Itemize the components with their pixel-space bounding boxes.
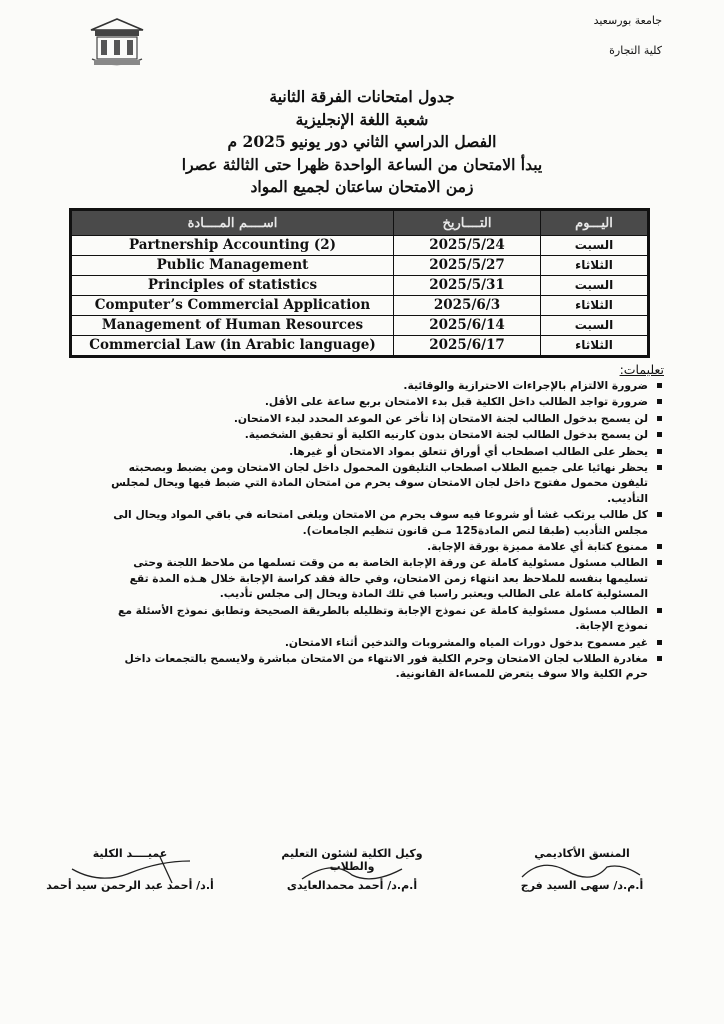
bullet-icon <box>657 416 662 421</box>
table-row <box>71 296 649 316</box>
signature-coordinator <box>492 847 672 892</box>
bullet-icon <box>657 544 662 549</box>
instructions-list <box>104 378 664 683</box>
university-logo-icon <box>86 16 148 70</box>
table-row <box>71 256 649 276</box>
day-cell: السبت <box>541 236 649 256</box>
bullet-icon <box>657 465 662 470</box>
header-date: التــــاريخ <box>394 210 541 236</box>
header-day: اليـــوم <box>541 210 649 236</box>
instruction-item: لن يسمح بدخول الطالب لجنة الامتحان إذا تأخر عن الموعد المحدد لبدء الامتحان. <box>104 411 664 426</box>
bullet-icon <box>657 608 662 613</box>
bullet-icon <box>657 449 662 454</box>
subject-cell: Public Management <box>71 256 394 276</box>
table-row <box>71 276 649 296</box>
instruction-item: الطالب مسئول مسئولية كاملة عن نموذج الإجابة وتظليله بالطريقة الصحيحة وتطابق نموذج الأسئلة مع نموذج الإجابة. <box>104 603 664 634</box>
day-cell: السبت <box>541 316 649 336</box>
dean-title: عميــــد الكلية <box>92 847 168 860</box>
faculty-name: كلية التجارة <box>609 44 662 57</box>
date-cell: 2025/5/31 <box>394 276 541 296</box>
instruction-item: ضرورة تواجد الطالب داخل الكلية قبل بدء الامتحان بربع ساعة على الأقل. <box>104 394 664 409</box>
title-line-1: جدول امتحانات الفرقة الثانية <box>269 87 455 106</box>
table-header-row <box>71 210 649 236</box>
exam-schedule-table <box>69 208 650 358</box>
date-cell: 2025/5/27 <box>394 256 541 276</box>
title-line-4: يبدأ الامتحان من الساعة الواحدة ظهرا حتى الثالثة عصرا <box>181 154 543 174</box>
instruction-item: مغادرة الطلاب لجان الامتحان وحرم الكلية فور الانتهاء من الامتحان مباشرة ولايسمح بالتجمعات داخل حرم الكلية والا سوف يتعرض للمساءلة القانونية. <box>104 651 664 682</box>
table-row <box>71 236 649 256</box>
coordinator-name: أ.م.د/ سهى السيد فرج <box>520 879 644 892</box>
title-line-5: زمن الامتحان ساعتان لجميع المواد <box>250 177 474 196</box>
instruction-item: يحظر نهائيا على جميع الطلاب اصطحاب التليفون المحمول داخل لجان الامتحان ومن يضبط وبصحبته تليفون محمول مفتوح داخل لجان الامتحان سوف يحرم من امتحان المادة التي ضبط فيها ويحال لمجلس التأديب. <box>104 460 664 506</box>
subject-cell: Commercial Law (in Arabic language) <box>71 336 394 357</box>
signature-scribble-icon <box>512 849 652 889</box>
subject-cell: Principles of statistics <box>71 276 394 296</box>
vice-dean-name: أ.م.د/ أحمد محمدالعايدى <box>286 879 418 892</box>
bullet-icon <box>657 383 662 388</box>
header-subject: اســــم المــــادة <box>71 210 394 236</box>
day-cell: الثلاثاء <box>541 256 649 276</box>
bullet-icon <box>657 640 662 645</box>
dean-name: أ.د/ أحمد عبد الرحمن سيد أحمد <box>46 879 214 892</box>
date-cell: 2025/6/3 <box>394 296 541 316</box>
table-row <box>71 316 649 336</box>
schedule-titles <box>60 86 664 199</box>
title-line-2: شعبة اللغة الإنجليزية <box>295 109 429 129</box>
bullet-icon <box>657 656 662 661</box>
bullet-icon <box>657 432 662 437</box>
signature-dean <box>40 847 220 892</box>
date-cell: 2025/5/24 <box>394 236 541 256</box>
table-row <box>71 336 649 357</box>
instruction-item: لن يسمح بدخول الطالب لجنة الامتحان بدون كارنيه الكلية أو تحقيق الشخصية. <box>104 427 664 442</box>
day-cell: الثلاثاء <box>541 296 649 316</box>
vice-dean-title: وكيل الكلية لشئون التعليم والطلاب <box>281 847 423 873</box>
university-name: جامعة بورسعيد <box>593 14 662 27</box>
day-cell: الثلاثاء <box>541 336 649 357</box>
bullet-icon <box>657 512 662 517</box>
instructions-heading: تعليمات: <box>619 362 664 377</box>
instruction-item: يحظر على الطالب اصطحاب أي أوراق تتعلق بمواد الامتحان أو غيرها. <box>104 444 664 459</box>
instruction-item: ضرورة الالتزام بالإجراءات الاحترازية والوقائية. <box>104 378 664 393</box>
title-line-3: الفصل الدراسي الثاني دور يونيو 2025 م <box>227 132 497 151</box>
instruction-item: كل طالب يرتكب غشا أو شروعا فيه سوف يحرم من الامتحان ويلغى امتحانه في باقي المواد ويحال الى مجلس التأديب (طبقا لنص المادة125 مـن قانون تنظيم الجامعات). <box>104 507 664 538</box>
instruction-item: الطالب مسئول مسئولية كاملة عن ورقة الإجابة الخاصة به من وقت تسلمها من ملاحظ اللجنة وحتى تسليمها بنفسه للملاحظ بعد انتهاء زمن الامتحان، وفي حالة فقد كراسة الإجابة خلال هـذه المدة تقع المسئولية كاملة على الطالب ويعتبر راسبا في تلك المادة ويحال إلى مجلس تأديب. <box>104 555 664 601</box>
day-cell: السبت <box>541 276 649 296</box>
instruction-item: ممنوع كتابة أي علامة مميزة بورقة الإجابة. <box>104 539 664 554</box>
subject-cell: Partnership Accounting (2) <box>71 236 394 256</box>
subject-cell: Management of Human Resources <box>71 316 394 336</box>
subject-cell: Computer’s Commercial Application <box>71 296 394 316</box>
signature-vice-dean <box>262 847 442 892</box>
date-cell: 2025/6/17 <box>394 336 541 357</box>
signature-scribble-icon <box>60 849 200 889</box>
date-cell: 2025/6/14 <box>394 316 541 336</box>
instruction-item: غير مسموح بدخول دورات المياه والمشروبات والتدخين أثناء الامتحان. <box>104 635 664 650</box>
bullet-icon <box>657 560 662 565</box>
signature-scribble-icon <box>282 849 422 889</box>
coordinator-title: المنسق الأكاديمي <box>534 847 630 860</box>
bullet-icon <box>657 399 662 404</box>
